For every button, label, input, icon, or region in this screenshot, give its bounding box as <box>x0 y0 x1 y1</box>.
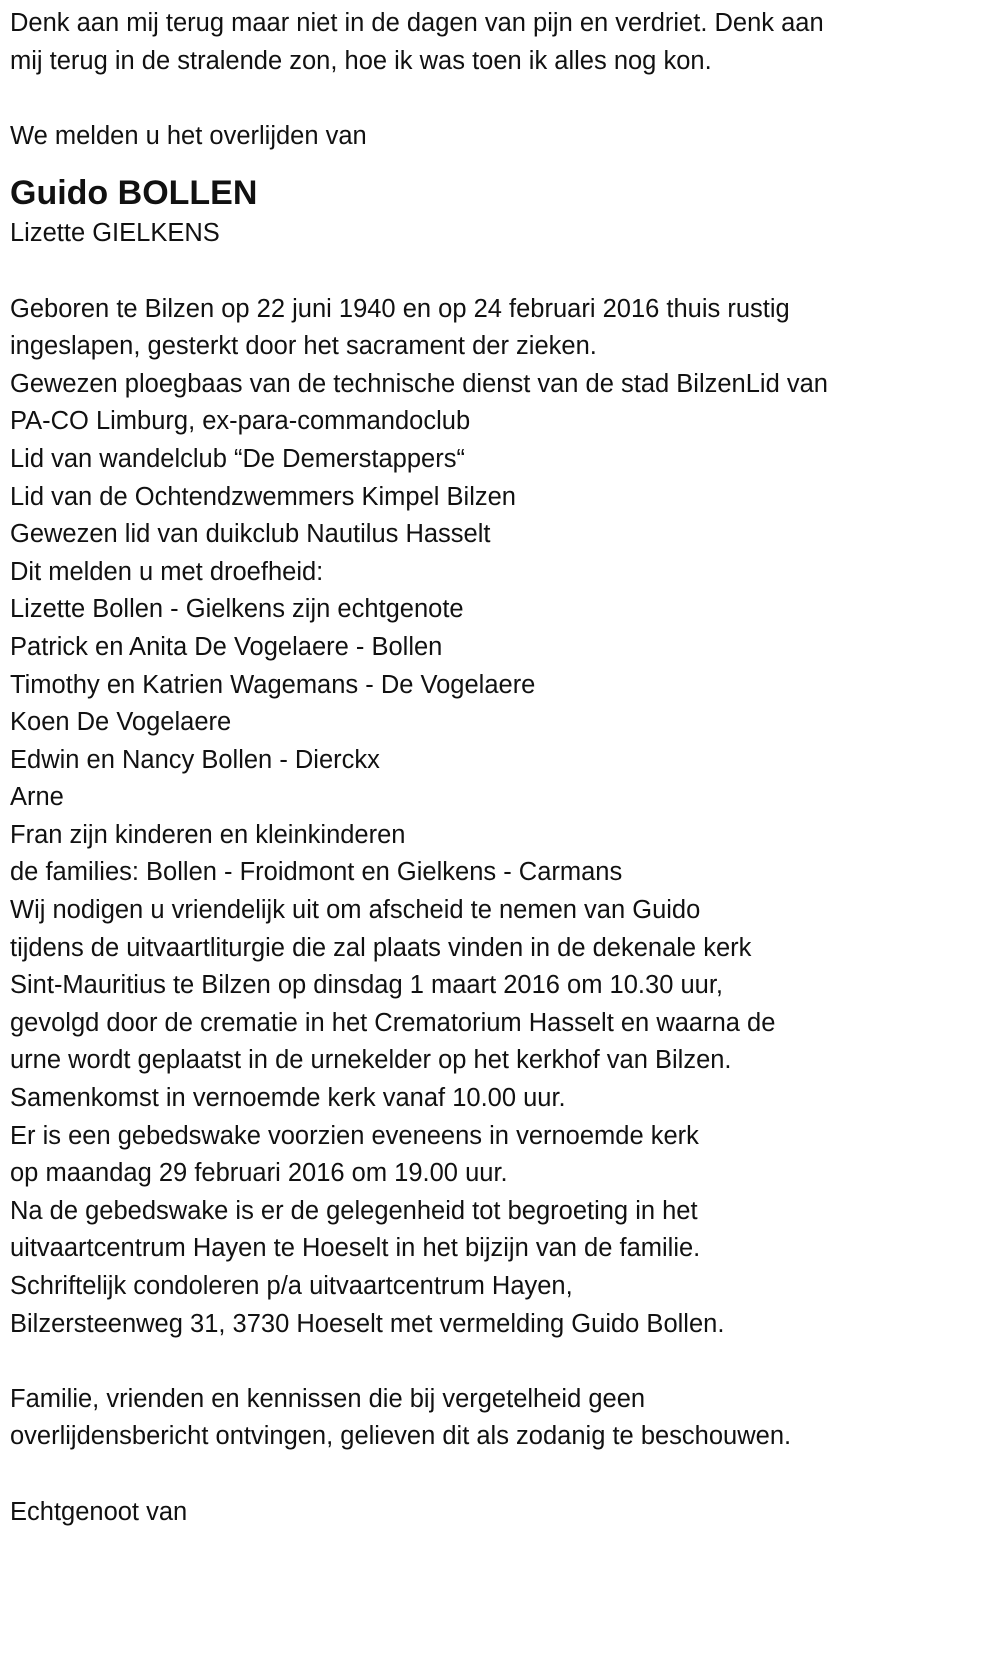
body-line: de families: Bollen - Froidmont en Gielkens - Carmans <box>10 858 623 887</box>
body-line: Samenkomst in vernoemde kerk vanaf 10.00 uur. <box>10 1084 566 1113</box>
closing: Echtgenoot van <box>10 1497 188 1526</box>
intro-poem <box>10 5 990 80</box>
body-line: Lid van wandelclub “De Demerstappers“ <box>10 444 465 473</box>
body-line: Gewezen ploegbaas van de technische dienst van de stad BilzenLid van <box>10 369 828 398</box>
body-line: Na de gebedswake is er de gelegenheid tot begroeting in het <box>10 1196 698 1225</box>
obituary-body <box>10 291 990 1344</box>
notice <box>10 1381 990 1456</box>
body-line: PA-CO Limburg, ex-para-commandoclub <box>10 407 471 436</box>
body-line: uitvaartcentrum Hayen te Hoeselt in het bijzijn van de familie. <box>10 1234 701 1263</box>
body-line: Arne <box>10 783 64 812</box>
notice-line: overlijdensbericht ontvingen, gelieven dit als zodanig te beschouwen. <box>10 1422 792 1451</box>
deceased-name: Guido BOLLEN <box>10 174 258 213</box>
body-line: Sint-Mauritius te Bilzen op dinsdag 1 maart 2016 om 10.30 uur, <box>10 971 723 1000</box>
intro-line: Denk aan mij terug maar niet in de dagen van pijn en verdriet. Denk aan <box>10 9 824 37</box>
announcement: We melden u het overlijden van <box>10 121 367 150</box>
body-line: Lid van de Ochtendzwemmers Kimpel Bilzen <box>10 482 516 511</box>
body-line: Patrick en Anita De Vogelaere - Bollen <box>10 632 443 661</box>
body-line: gevolgd door de crematie in het Crematorium Hasselt en waarna de <box>10 1008 776 1037</box>
body-line: Lizette Bollen - Gielkens zijn echtgenote <box>10 595 464 624</box>
body-line: Bilzersteenweg 31, 3730 Hoeselt met vermelding Guido Bollen. <box>10 1309 725 1338</box>
body-line: ingeslapen, gesterkt door het sacrament der zieken. <box>10 332 597 361</box>
body-line: Timothy en Katrien Wagemans - De Vogelaere <box>10 670 536 699</box>
partner-name: Lizette GIELKENS <box>10 219 220 248</box>
body-line: Er is een gebedswake voorzien eveneens in vernoemde kerk <box>10 1121 699 1150</box>
notice-line: Familie, vrienden en kennissen die bij vergetelheid geen <box>10 1384 646 1413</box>
body-line: Koen De Vogelaere <box>10 708 232 737</box>
body-line: Wij nodigen u vriendelijk uit om afscheid te nemen van Guido <box>10 896 701 925</box>
body-line: Gewezen lid van duikclub Nautilus Hasselt <box>10 520 491 549</box>
intro-line: mij terug in de stralende zon, hoe ik was toen ik alles nog kon. <box>10 46 712 75</box>
body-line: Fran zijn kinderen en kleinkinderen <box>10 820 406 849</box>
body-line: urne wordt geplaatst in de urnekelder op het kerkhof van Bilzen. <box>10 1046 732 1075</box>
body-line: op maandag 29 februari 2016 om 19.00 uur. <box>10 1159 508 1188</box>
body-line: Dit melden u met droefheid: <box>10 557 324 586</box>
body-line: tijdens de uitvaartliturgie die zal plaats vinden in de dekenale kerk <box>10 933 752 962</box>
body-line: Schriftelijk condoleren p/a uitvaartcentrum Hayen, <box>10 1272 573 1300</box>
body-line: Geboren te Bilzen op 22 juni 1940 en op 24 februari 2016 thuis rustig <box>10 294 790 323</box>
body-line: Edwin en Nancy Bollen - Dierckx <box>10 745 380 774</box>
